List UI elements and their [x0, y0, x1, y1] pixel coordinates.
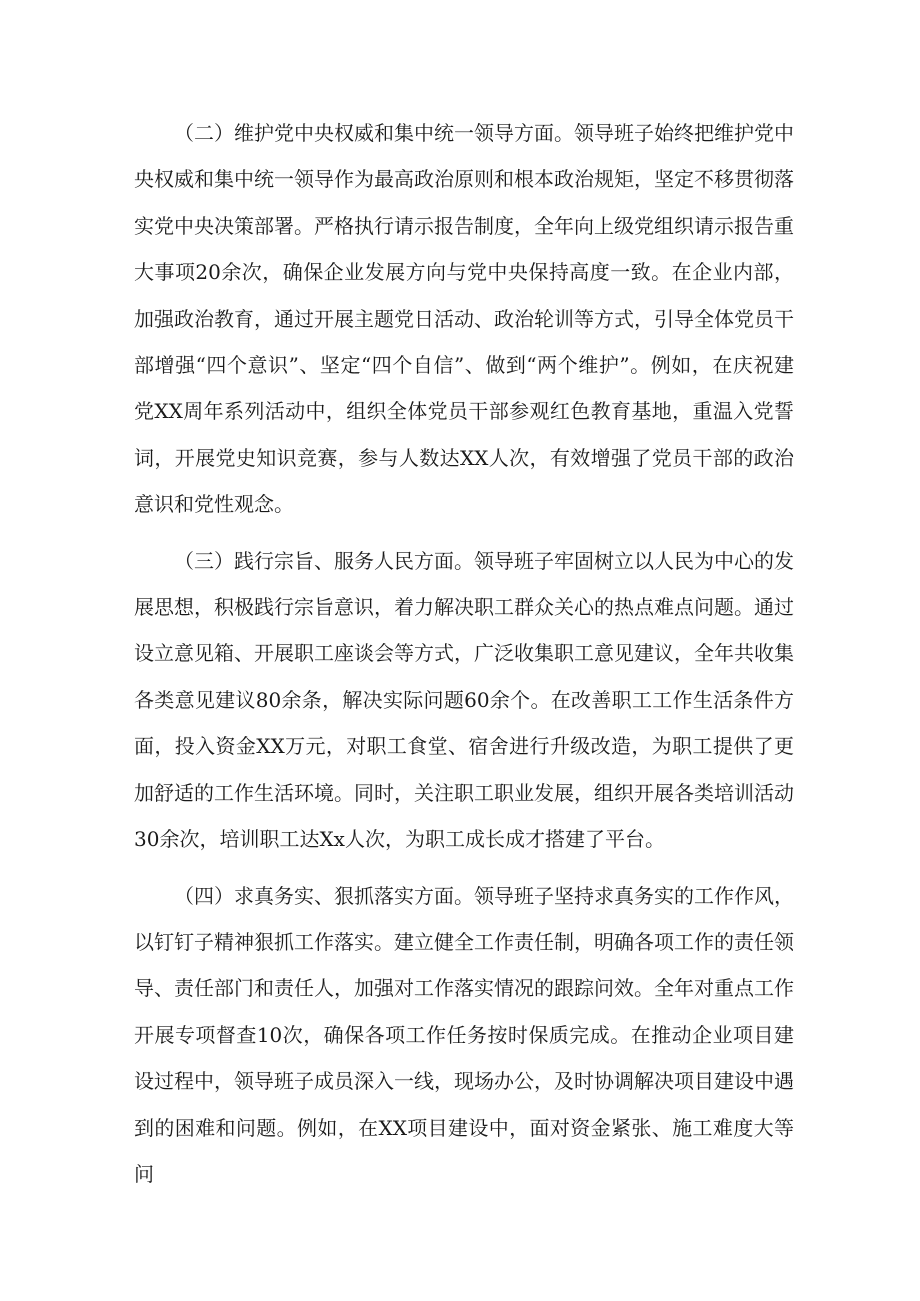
paragraph-four: （四）求真务实、狠抓落实方面。领导班子坚持求真务实的工作作风，以钉钉子精神狠抓工作落实。建立健全工作责任制，明确各项工作的责任领导、责任部门和责任人，加强对工作落实情况的跟踪问效。全年对重点工作开展专项督查10次，确保各项工作任务按时保质完成。在推动企业项目建设过程中，领导班子成员深入一线，现场办公，及时协调解决项目建设中遇到的困难和问题。例如，在XX项目建设中，面对资金紧张、施工难度大等问 — [134, 883, 794, 1186]
paragraph-three: （三）践行宗旨、服务人民方面。领导班子牢固树立以人民为中心的发展思想，积极践行宗旨意识，着力解决职工群众关心的热点难点问题。通过设立意见箱、开展职工座谈会等方式，广泛收集职工意见建议，全年共收集各类意见建议80余条，解决实际问题60余个。在改善职工工作生活条件方面，投入资金XX万元，对职工食堂、宿舍进行升级改造，为职工提供了更加舒适的工作生活环境。同时，关注职工职业发展，组织开展各类培训活动30余次，培训职工达Xx人次，为职工成长成才搭建了平台。 — [134, 548, 794, 852]
document-body — [134, 110, 794, 1207]
paragraph-two: （二）维护党中央权威和集中统一领导方面。领导班子始终把维护党中央权威和集中统一领导作为最高政治原则和根本政治规矩，坚定不移贯彻落实党中央决策部署。严格执行请示报告制度，全年向上级党组织请示报告重大事项20余次，确保企业发展方向与党中央保持高度一致。在企业内部，加强政治教育，通过开展主题党日活动、政治轮训等方式，引导全体党员干部增强“四个意识”、坚定“四个自信”、做到“两个维护”。例如，在庆祝建党XX周年系列活动中，组织全体党员干部参观红色教育基地，重温入党誓词，开展党史知识竞赛，参与人数达XX人次，有效增强了党员干部的政治意识和党性观念。 — [134, 121, 794, 517]
